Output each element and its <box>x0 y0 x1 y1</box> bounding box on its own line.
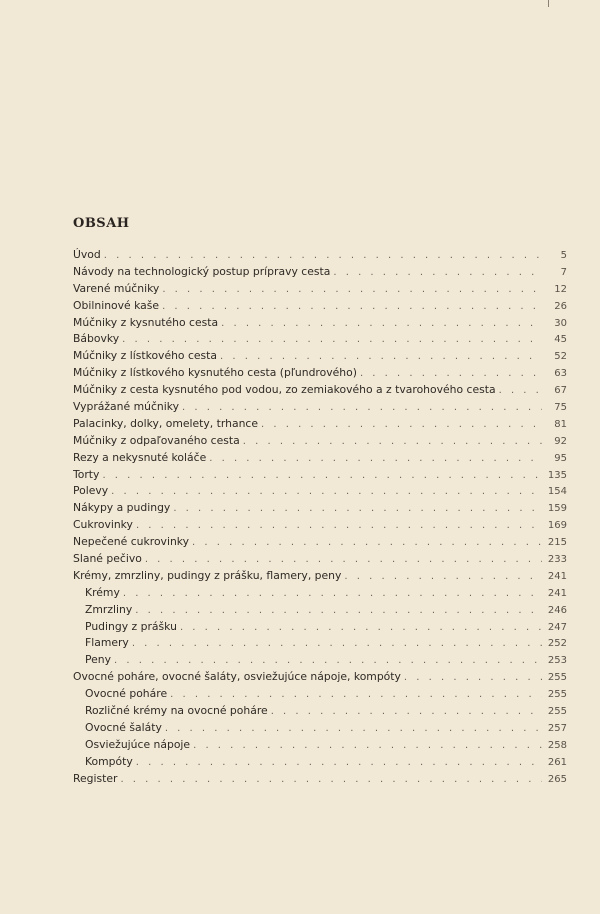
toc-entry[interactable] <box>73 417 567 434</box>
dot-leader <box>344 571 542 582</box>
toc-entry-label: Flamery <box>85 636 129 650</box>
toc-entry[interactable] <box>73 265 567 282</box>
toc-entry-page-number: 265 <box>547 773 567 785</box>
toc-entry-page-number: 52 <box>554 351 567 363</box>
toc-entry-page-number: 241 <box>547 587 567 599</box>
dot-leader <box>145 554 542 565</box>
toc-entry-label: Ovocné poháre, ovocné šaláty, osviežujúce nápoje, kompóty <box>73 670 401 684</box>
dot-leader <box>162 301 542 312</box>
toc-entry[interactable] <box>73 704 567 721</box>
toc-entry[interactable] <box>73 535 567 552</box>
toc-entry-page-number: 241 <box>547 570 567 582</box>
print-mark <box>548 0 549 7</box>
toc-entry[interactable] <box>73 451 567 468</box>
dot-leader <box>122 334 542 345</box>
toc-entry-label: Krémy <box>85 585 120 599</box>
dot-leader <box>220 351 542 362</box>
dot-leader <box>136 520 542 531</box>
toc-entry-label: Ovocné poháre <box>85 687 168 701</box>
dot-leader <box>192 537 542 548</box>
toc-entry-label: Obilninové kaše <box>73 298 160 312</box>
toc-entry[interactable] <box>73 603 567 620</box>
toc-entry-page-number: 258 <box>547 739 567 751</box>
toc-entry-page-number: 30 <box>554 317 567 329</box>
toc-entry[interactable] <box>73 434 567 451</box>
toc-entry-label: Kompóty <box>85 754 133 768</box>
dot-leader <box>243 436 542 447</box>
dot-leader <box>360 368 542 379</box>
dot-leader <box>136 757 542 768</box>
dot-leader <box>193 740 542 751</box>
toc-entry-label: Ovocné šaláty <box>85 720 162 734</box>
toc-entry[interactable] <box>73 299 567 316</box>
toc-entry-label: Polevy <box>73 484 109 498</box>
toc-entry-label: Varené múčniky <box>73 281 160 295</box>
toc-entry-page-number: 67 <box>554 385 567 397</box>
toc-entry-page-number: 135 <box>547 469 567 481</box>
dot-leader <box>173 503 542 514</box>
toc-entry[interactable] <box>73 755 567 772</box>
toc-entry-page-number: 255 <box>547 689 567 701</box>
dot-leader <box>135 605 542 616</box>
toc-entry-label: Pudingy z prášku <box>85 619 177 633</box>
toc-entry[interactable] <box>73 501 567 518</box>
toc-entry-page-number: 253 <box>547 655 567 667</box>
toc-entry[interactable] <box>73 772 567 789</box>
toc-entry[interactable] <box>73 282 567 299</box>
dot-leader <box>170 689 542 700</box>
dot-leader <box>333 267 542 278</box>
toc-entry[interactable] <box>73 400 567 417</box>
dot-leader <box>165 723 542 734</box>
toc-entry-page-number: 7 <box>560 266 567 278</box>
dot-leader <box>111 486 542 497</box>
toc-entry[interactable] <box>73 518 567 535</box>
toc-entry-label: Múčniky z odpaľovaného cesta <box>73 433 240 447</box>
toc-entry[interactable] <box>73 248 567 265</box>
dot-leader <box>271 706 542 717</box>
toc-entry-label: Torty <box>73 467 100 481</box>
toc-entry-page-number: 246 <box>547 604 567 616</box>
toc-entry-label: Bábovky <box>73 332 120 346</box>
toc-entry[interactable] <box>73 687 567 704</box>
toc-entry-label: Zmrzliny <box>85 602 133 616</box>
toc-entry[interactable] <box>73 468 567 485</box>
toc-entry-label: Slané pečivo <box>73 552 142 566</box>
toc-entry-page-number: 81 <box>554 418 567 430</box>
toc-heading: OBSAH <box>73 216 130 231</box>
toc-entry-label: Úvod <box>73 248 101 261</box>
dot-leader <box>180 622 542 633</box>
toc-entry-label: Cukrovinky <box>73 518 133 532</box>
toc-entry-page-number: 5 <box>560 250 567 261</box>
toc-entry-label: Nepečené cukrovinky <box>73 535 190 549</box>
toc-entry[interactable] <box>73 586 567 603</box>
dot-leader <box>120 774 542 785</box>
toc-entry-page-number: 45 <box>554 334 567 346</box>
toc-entry[interactable] <box>73 383 567 400</box>
toc-entry-page-number: 12 <box>554 283 567 295</box>
toc-entry-page-number: 75 <box>554 402 567 414</box>
dot-leader <box>182 402 542 413</box>
toc-entry[interactable] <box>73 670 567 687</box>
dot-leader <box>404 672 542 683</box>
toc-entry-label: Rezy a nekysnuté koláče <box>73 450 207 464</box>
dot-leader <box>499 385 542 396</box>
table-of-contents <box>73 248 567 789</box>
toc-entry[interactable] <box>73 636 567 653</box>
toc-entry[interactable] <box>73 653 567 670</box>
toc-entry-label: Múčniky z lístkového kysnutého cesta (pľundrového) <box>73 366 357 380</box>
toc-entry-page-number: 255 <box>547 706 567 718</box>
toc-entry-label: Návody na technologický postup prípravy cesta <box>73 264 331 278</box>
dot-leader <box>261 419 542 430</box>
toc-entry-label: Peny <box>85 653 112 667</box>
dot-leader <box>104 250 542 261</box>
toc-entry[interactable] <box>73 366 567 383</box>
toc-entry-page-number: 215 <box>547 537 567 549</box>
toc-entry-page-number: 247 <box>547 621 567 633</box>
toc-entry-page-number: 257 <box>547 722 567 734</box>
dot-leader <box>209 453 542 464</box>
toc-entry[interactable] <box>73 332 567 349</box>
toc-entry[interactable] <box>73 620 567 637</box>
toc-entry[interactable] <box>73 316 567 333</box>
toc-entry-page-number: 252 <box>547 638 567 650</box>
toc-entry[interactable] <box>73 569 567 586</box>
toc-entry-page-number: 95 <box>554 452 567 464</box>
toc-entry-page-number: 26 <box>554 300 567 312</box>
toc-entry-page-number: 233 <box>547 554 567 566</box>
dot-leader <box>123 588 542 599</box>
dot-leader <box>221 318 542 329</box>
toc-entry-label: Osviežujúce nápoje <box>85 737 191 751</box>
toc-entry-label: Múčniky z kysnutého cesta <box>73 315 219 329</box>
toc-entry-label: Nákypy a pudingy <box>73 501 171 515</box>
toc-entry-page-number: 92 <box>554 435 567 447</box>
toc-entry-page-number: 159 <box>547 503 567 515</box>
dot-leader <box>132 638 542 649</box>
toc-entry-label: Vyprážané múčniky <box>73 400 179 414</box>
toc-entry[interactable] <box>73 484 567 501</box>
toc-entry-label: Register <box>73 771 118 785</box>
toc-entry-label: Rozličné krémy na ovocné poháre <box>85 704 268 718</box>
dot-leader <box>162 284 542 295</box>
toc-entry-page-number: 154 <box>547 486 567 498</box>
toc-entry-label: Múčniky z lístkového cesta <box>73 349 218 363</box>
toc-entry[interactable] <box>73 721 567 738</box>
toc-entry-page-number: 63 <box>554 368 567 380</box>
toc-entry-label: Múčniky z cesta kysnutého pod vodou, zo zemiakového a z tvarohového cesta <box>73 383 496 397</box>
toc-entry-label: Krémy, zmrzliny, pudingy z prášku, flamery, peny <box>73 568 342 582</box>
toc-entry-page-number: 261 <box>547 756 567 768</box>
toc-entry[interactable] <box>73 738 567 755</box>
toc-entry-label: Palacinky, dolky, omelety, trhance <box>73 416 258 430</box>
dot-leader <box>102 470 542 481</box>
toc-entry[interactable] <box>73 552 567 569</box>
toc-entry-page-number: 169 <box>547 520 567 532</box>
dot-leader <box>114 655 542 666</box>
toc-entry[interactable] <box>73 349 567 366</box>
toc-entry-page-number: 255 <box>547 672 567 684</box>
